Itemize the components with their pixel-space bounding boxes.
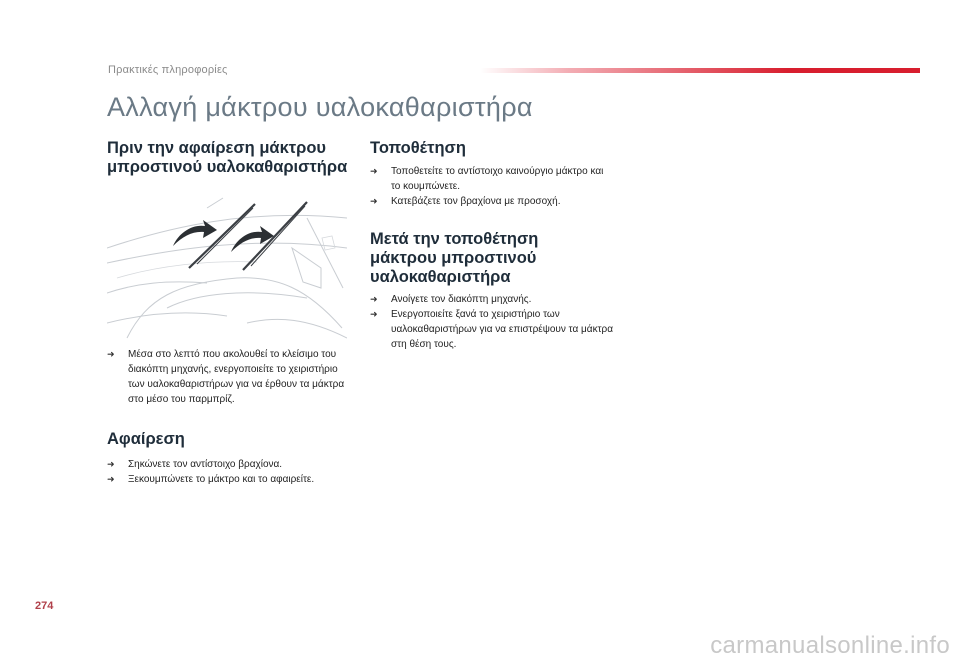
after-installation-steps — [370, 292, 615, 352]
arrow-bullet-icon: ➜ — [370, 196, 378, 206]
arrow-bullet-icon: ➜ — [370, 294, 378, 304]
arrow-bullet-icon: ➜ — [107, 459, 115, 469]
after-installation-heading: Μετά την τοποθέτηση μάκτρου μπροστινού υαλοκαθαριστήρα — [370, 230, 539, 286]
removal-section — [107, 430, 357, 487]
page-number: 274 — [35, 600, 54, 612]
list-item: ➜ Ενεργοποιείτε ξανά το χειριστήριο των υαλοκαθαριστήρων για να επιστρέψουν τα μάκτρα στη θέση τους. — [370, 309, 613, 350]
removal-heading: Αφαίρεση — [107, 430, 185, 448]
watermark: carmanualsonline.info — [710, 632, 950, 659]
arrow-bullet-icon: ➜ — [107, 349, 115, 359]
car-windscreen-drawing — [107, 188, 347, 343]
arrow-bullet-icon: ➜ — [107, 474, 115, 484]
list-item: ➜ Σηκώνετε τον αντίστοιχο βραχίονα. — [107, 459, 283, 470]
before-removal-steps — [107, 347, 347, 407]
list-item: ➜ Ανοίγετε τον διακόπτη μηχανής. — [370, 294, 532, 305]
lift-arrow-left — [173, 220, 217, 246]
section-label: Πρακτικές πληροφορίες — [108, 64, 228, 76]
list-item: ➜ Ξεκουμπώνετε το μάκτρο και το αφαιρείτε. — [107, 474, 315, 485]
arrow-bullet-icon: ➜ — [370, 309, 378, 319]
installation-section — [370, 139, 615, 209]
wiper-illustration — [107, 188, 347, 343]
list-item: ➜ Τοποθετείτε το αντίστοιχο καινούργιο μάκτρο και το κουμπώνετε. — [370, 166, 604, 192]
header-accent-rule — [480, 68, 920, 73]
list-item: ➜ Κατεβάζετε τον βραχίονα με προσοχή. — [370, 196, 561, 207]
installation-heading: Τοποθέτηση — [370, 139, 466, 157]
before-removal-heading: Πριν την αφαίρεση μάκτρου μπροστινού υαλοκαθαριστήρα — [107, 139, 348, 176]
before-removal-section — [107, 139, 357, 177]
page-title: Αλλαγή μάκτρου υαλοκαθαριστήρα — [107, 92, 533, 122]
after-installation-section — [370, 230, 580, 287]
arrow-bullet-icon: ➜ — [370, 166, 378, 176]
list-item: ➜ Μέσα στο λεπτό που ακολουθεί το κλείσιμο του διακόπτη μηχανής, ενεργοποιείτε το χειριστήριο των υαλοκαθαριστήρων για να έρθουν τα μάκτρα στο μέσο του παρμπρίζ. — [107, 349, 345, 405]
